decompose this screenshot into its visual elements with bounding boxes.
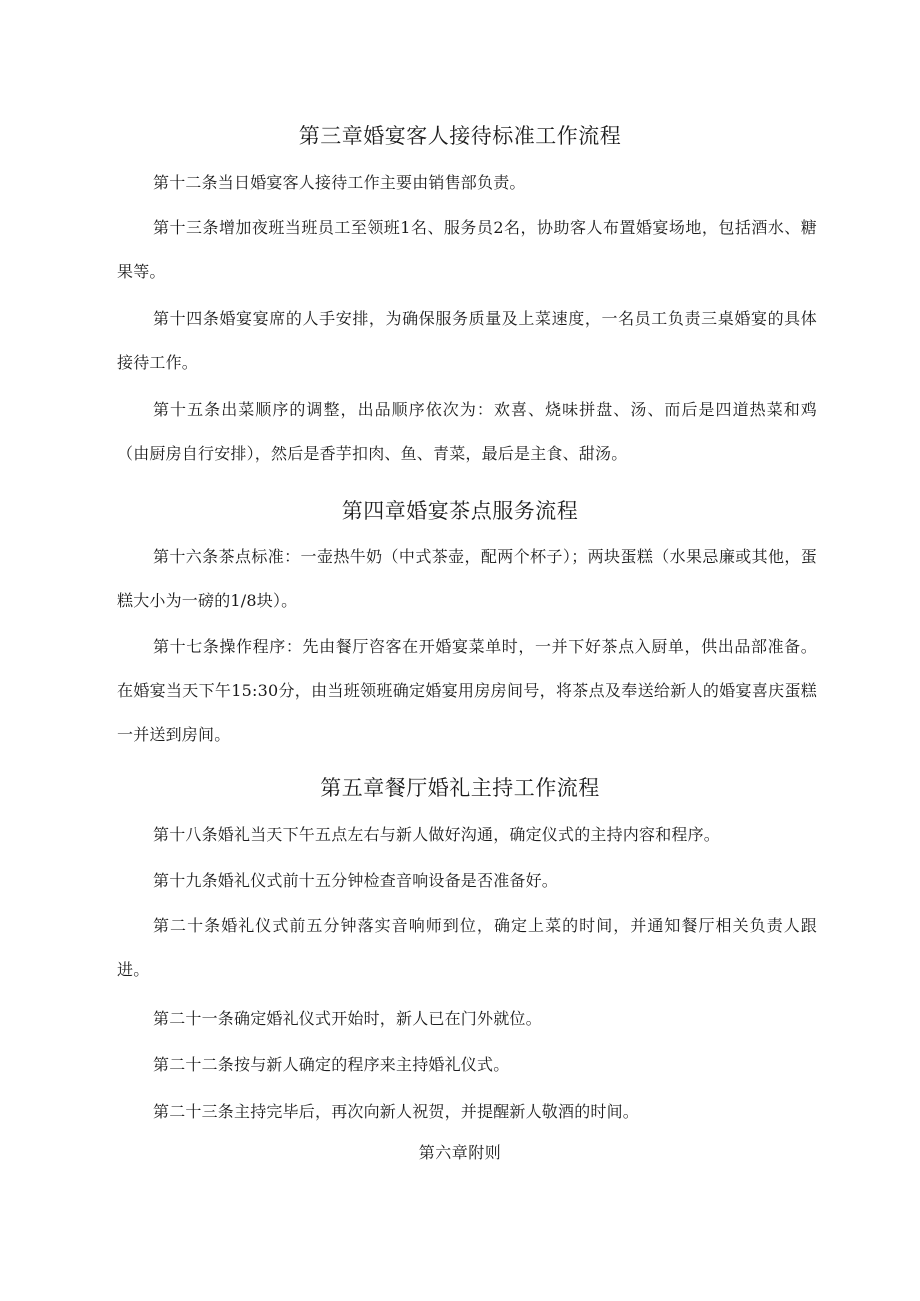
article-23: 第二十三条主持完毕后，再次向新人祝贺，并提醒新人敬酒的时间。	[153, 1102, 640, 1121]
article-21: 第二十一条确定婚礼仪式开始时，新人已在门外就位。	[153, 1009, 542, 1028]
article-16: 第十六条茶点标准：一壶热牛奶（中式茶壶，配两个杯子）；两块蛋糕（水果忌廉或其他，蛋糕大小为一磅的1/8块）。	[117, 547, 817, 610]
article-17: 第十七条操作程序：先由餐厅咨客在开婚宴菜单时，一并下好茶点入厨单，供出品部准备。在婚宴当天下午15:30分，由当班领班确定婚宴用房房间号，将茶点及奉送给新人的婚宴喜庆蛋糕一并送到房间。	[117, 637, 817, 744]
article-15: 第十五条出菜顺序的调整，出品顺序依次为：欢喜、烧味拼盘、汤、而后是四道热菜和鸡（由厨房自行安排），然后是香芋扣肉、鱼、青菜，最后是主食、甜汤。	[117, 400, 817, 463]
article-12: 第十二条当日婚宴客人接待工作主要由销售部负责。	[153, 173, 526, 192]
chapter-3-title: 第三章婚宴客人接待标准工作流程	[298, 124, 622, 148]
article-20: 第二十条婚礼仪式前五分钟落实音响师到位，确定上菜的时间，并通知餐厅相关负责人跟进。	[117, 916, 817, 979]
article-18: 第十八条婚礼当天下午五点左右与新人做好沟通，确定仪式的主持内容和程序。	[153, 825, 721, 844]
article-19: 第十九条婚礼仪式前十五分钟检查音响设备是否准备好。	[153, 871, 559, 890]
article-14: 第十四条婚宴宴席的人手安排，为确保服务质量及上菜速度，一名员工负责三桌婚宴的具体接待工作。	[117, 309, 817, 372]
chapter-5-title: 第五章餐厅婚礼主持工作流程	[320, 776, 600, 800]
chapter-6-title: 第六章附则	[418, 1143, 502, 1162]
chapter-4-title: 第四章婚宴茶点服务流程	[341, 499, 579, 523]
article-22: 第二十二条按与新人确定的程序来主持婚礼仪式。	[153, 1055, 510, 1074]
article-13: 第十三条增加夜班当班员工至领班1名、服务员2名，协助客人布置婚宴场地，包括酒水、糖果等。	[117, 218, 817, 281]
